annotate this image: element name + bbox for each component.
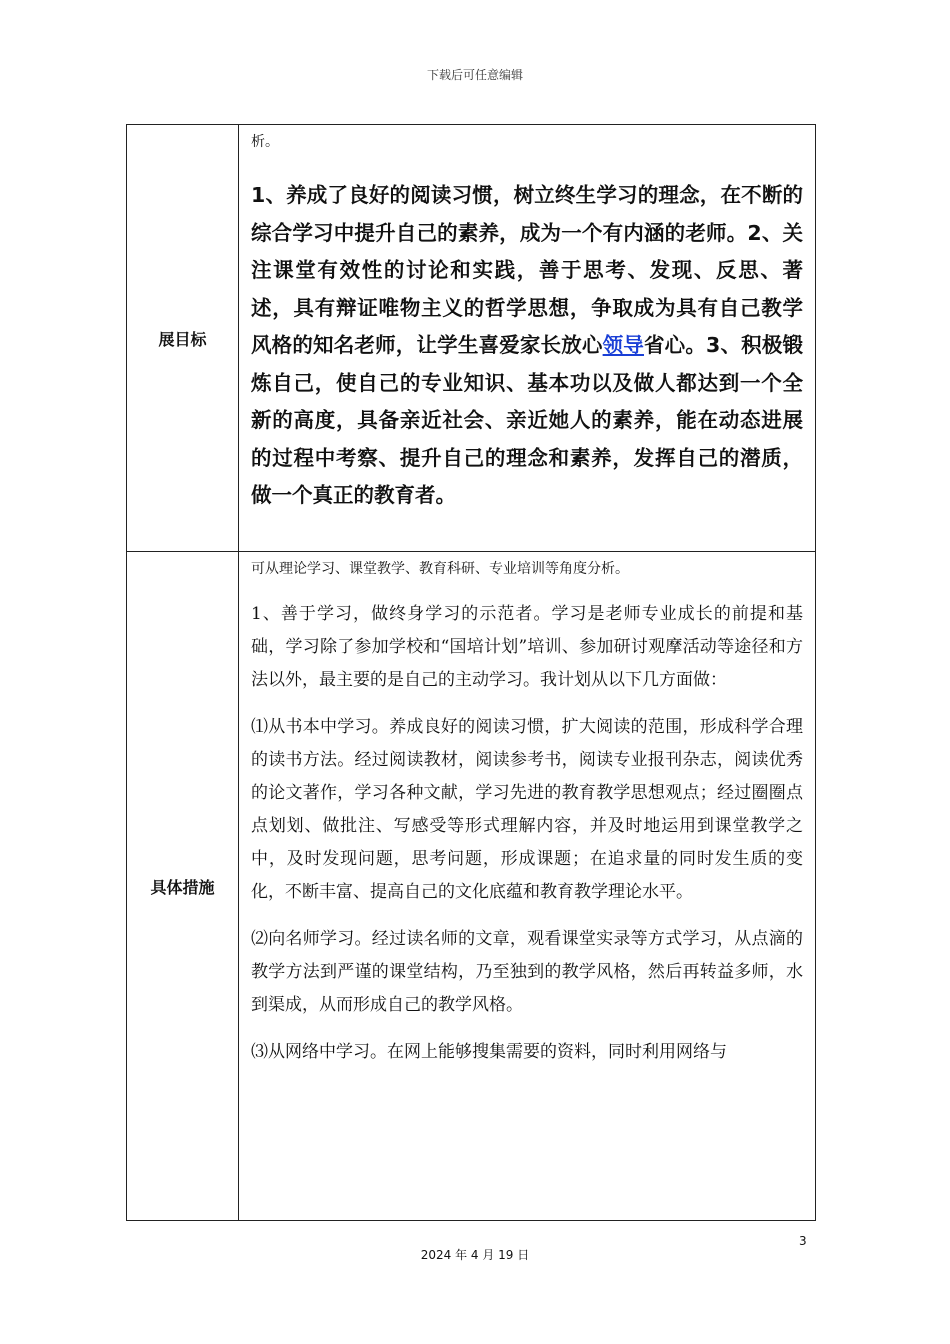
measures-paragraph-3: ⑵向名师学习。经过读名师的文章，观看课堂实录等方式学习，从点滴的教学方法到严谨的课堂结构，乃至独到的教学风格，然后再转益多师，水到渠成，从而形成自己的教学风格。 [251, 929, 803, 1015]
page-header: 下载后可任意编辑 [426, 68, 523, 82]
row-label-measures: 具体措施 [127, 552, 239, 1221]
table-row-goals [127, 125, 816, 552]
goals-text-part1: 1、养成了良好的阅读习惯，树立终生学习的理念，在不断的综合学习中提升自己的素养，成为一个有内涵的老师。2、关注课堂有效性的讨论和实践，善于思考、发现、反思、著述，具有辩证唯物主义的哲学思想，争取成为具有自己教学风格的知名老师，让学生喜爱家长放心 [251, 183, 803, 357]
table-row-measures [127, 552, 816, 1221]
measures-paragraph-4: ⑶从网络中学习。在网上能够搜集需要的资料，同时利用网络与 [251, 1042, 727, 1062]
plan-table [126, 124, 816, 1221]
goals-paragraph [251, 177, 803, 515]
measures-paragraph-1: 1、善于学习，做终身学习的示范者。学习是老师专业成长的前提和基础，学习除了参加学校和“国培计划”培训、参加研讨观摩活动等途径和方法以外，最主要的是自己的主动学习。我计划从以下几方面做： [251, 604, 803, 690]
row-content-measures [239, 552, 816, 1221]
row-content-goals [239, 125, 816, 552]
row-label-goals: 展目标 [127, 125, 239, 552]
page-number: 3 [799, 1234, 807, 1248]
measures-paragraph-2: ⑴从书本中学习。养成良好的阅读习惯，扩大阅读的范围，形成科学合理的读书方法。经过阅读教材，阅读参考书，阅读专业报刊杂志，阅读优秀的论文著作，学习各种文献，学习先进的教育教学思想观点；经过圈圈点点划划、做批注、写感受等形式理解内容，并及时地运用到课堂教学之中，及时发现问题，思考问题，形成课题；在追求量的同时发生质的变化，不断丰富、提高自己的文化底蕴和教育教学理论水平。 [251, 717, 803, 902]
goals-lead-text: 析。 [251, 134, 279, 150]
goals-text-part2: 省心。3、积极锻炼自己，使自己的专业知识、基本功以及做人都达到一个全新的高度，具备亲近社会、亲近她人的素养，能在动态进展的过程中考察、提升自己的理念和素养，发挥自己的潜质，做一个真正的教育者。 [251, 333, 804, 507]
page-footer-date: 2024 年 4 月 19 日 [420, 1248, 530, 1262]
leader-link[interactable]: 领导 [602, 333, 644, 357]
measures-lead-text: 可从理论学习、课堂教学、教育科研、专业培训等角度分析。 [251, 561, 629, 577]
